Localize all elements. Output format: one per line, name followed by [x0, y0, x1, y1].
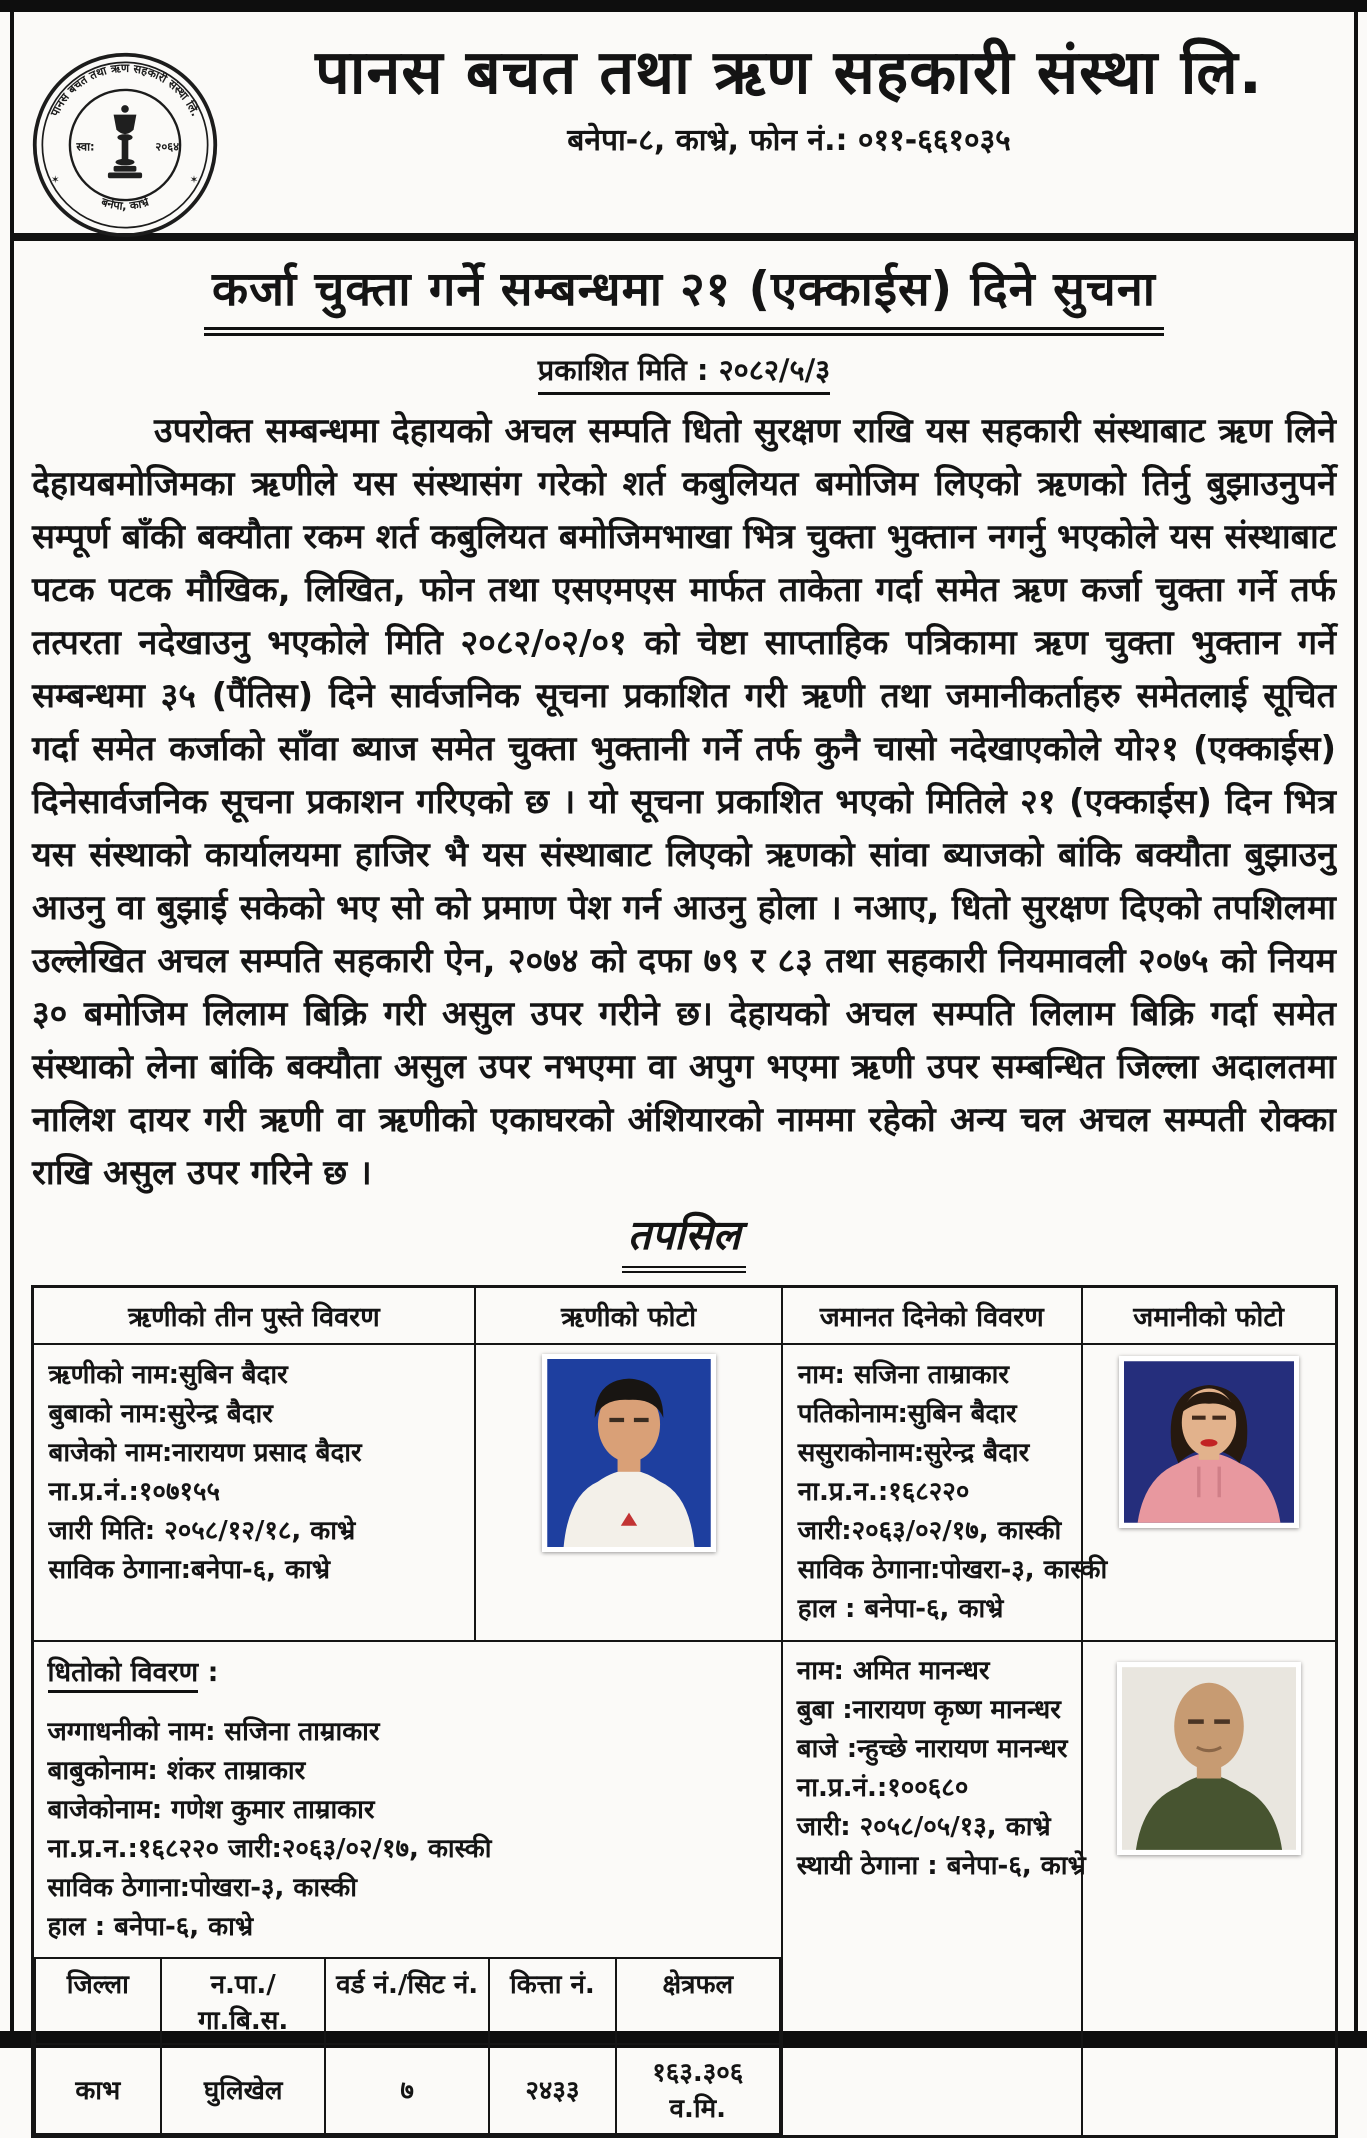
detail-line: पतिकोनाम:सुबिन बैदार: [797, 1399, 1017, 1429]
detail-line: साविक ठेगाना:पोखरा-३, कास्की: [47, 1873, 357, 1903]
land-table-header-row: [35, 1958, 780, 2044]
detail-line: बाबुकोनाम: शंकर ताम्राकार: [47, 1756, 306, 1786]
detail-line: ना.प्र.नं.:१०७१५५: [48, 1477, 221, 1507]
header-plot-no: कित्ता नं.: [489, 1958, 616, 2044]
detail-line: बाजे :न्हुच्छे नारायण मानन्धर: [796, 1734, 1068, 1764]
detail-line: ना.प्र.न.:१६८२२०: [797, 1477, 970, 1507]
detail-line: जारी:२०६३/०२/१७, कास्की: [797, 1516, 1062, 1546]
detail-line: हाल : बनेपा-६, काभ्रे: [47, 1912, 254, 1942]
detail-line: साविक ठेगाना:पोखरा-३, कास्की: [797, 1555, 1108, 1585]
seal-star-left-icon: ✶: [50, 174, 60, 186]
guarantor1-details-cell: [782, 1344, 1108, 1641]
detail-line: ना.प्र.नं.:१००६८०: [796, 1773, 969, 1803]
published-date-row: [14, 350, 1354, 395]
seal-estd-right: २०६४: [155, 139, 180, 154]
value-municipality: घुलिखेल: [161, 2044, 325, 2134]
header: [14, 12, 1354, 233]
detail-line: साविक ठेगाना:बनेपा-६, काभ्रे: [48, 1555, 331, 1585]
guarantor2-photo: [1117, 1662, 1301, 1855]
notice-title: कर्जा चुक्ता गर्ने सम्बन्धमा २१ (एक्काईस) दिने सुचना: [204, 255, 1164, 336]
value-area: १६३.३०६ व.मि.: [616, 2044, 780, 2134]
guarantor1-photo-cell: [1082, 1344, 1336, 1641]
notice-title-row: [14, 255, 1354, 336]
notice-body: उपरोक्त सम्बन्धमा देहायको अचल सम्पति धितो सुरक्षण राखि यस सहकारी संस्थाबाट ऋण लिने देहायबमोजिमका ऋणीले यस संस्थासंग गरेको शर्त कबुलियत बमोजिम लिएको ऋणको तिर्नु बुझाउनुपर्ने सम्पूर्ण बाँकी बक्यौता रकम शर्त कबुलियत बमोजिमभाखा भित्र चुक्ता भुक्तान नगर्नु भएकोले यस संस्थाबाट पटक पटक मौखिक, लिखित, फोन तथा एसएमएस मार्फत ताकेता गर्दा समेत ऋण कर्जा चुक्ता गर्ने तर्फ तत्परता नदेखाउनु भएकोले मिति २०८२/०२/०१ को चेष्टा साप्ताहिक पत्रिकामा ऋण चुक्ता भुक्तान गर्ने सम्बन्धमा ३५ (पैंतिस) दिने सार्वजनिक सूचना प्रकाशित गरी ऋणी तथा जमानीकर्ताहरु समेतलाई सूचित गर्दा समेत कर्जाको साँवा ब्याज समेत चुक्ता भुक्तानी गर्ने तर्फ कुनै चासो नदेखाएकोले यो२१ (एक्काईस) दिनेसार्वजनिक सूचना प्रकाशन गरिएको छ । यो सूचना प्रकाशित भएको मितिले २१ (एक्काईस) दिन भित्र यस संस्थाको कार्यालयमा हाजिर भै यस संस्थाबाट लिएको ऋणको सांवा ब्याजको बांकि बक्यौता बुझाउनु आउनु वा बुझाई सकेको भए सो को प्रमाण पेश गर्न आउनु होला । नआए, धितो सुरक्षण दिएको तपशिलमा उल्लेखित अचल सम्पति सहकारी ऐन, २०७४ को दफा ७९ र ८३ तथा सहकारी नियमावली २०७५ को नियम ३० बमोजिम लिलाम बिक्रि गरी असुल उपर गरीने छ। देहायको अचल सम्पति लिलाम बिक्रि गर्दा समेत संस्थाको लेना बांकि बक्यौता असुल उपर नभएमा वा अपुग भएमा ऋणी उपर सम्बन्धित जिल्ला अदालतमा नालिश दायर गरी ऋणी वा ऋणीको एकाघरको अंशियारको नाममा रहेको अन्य चल अचल सम्पती रोक्का राखि असुल उपर गरिने छ ।: [32, 411, 1336, 1193]
detail-line: नाम: अमित मानन्धर: [796, 1656, 990, 1686]
land-parcel-table: [34, 1957, 781, 2135]
detail-line: जारी मिति: २०५८/१२/१८, काभ्रे: [48, 1516, 356, 1546]
detail-line: बुबाको नाम:सुरेन्द्र बैदार: [48, 1399, 273, 1429]
svg-text:बनेपा, काभ्रे: [99, 194, 152, 213]
detail-line: बाजेकोनाम: गणेश कुमार ताम्राकार: [47, 1795, 375, 1825]
header-district: जिल्ला: [35, 1958, 162, 2044]
detail-line: ऋणीको नाम:सुबिन बैदार: [48, 1360, 288, 1390]
details-table-header-row: [32, 1287, 1336, 1345]
header-area: क्षेत्रफल: [616, 1958, 780, 2044]
page-border-top: [0, 0, 1367, 12]
detail-line: जग्गाधनीको नाम: सजिना ताम्राकार: [47, 1717, 380, 1747]
collateral-heading: धितोको विवरण :: [48, 1652, 767, 1689]
value-plot-no: २४३३: [489, 2044, 616, 2134]
guarantor2-photo-cell: [1082, 1641, 1336, 2137]
guarantor2-details-cell: [782, 1641, 1086, 2137]
borrower-details-cell: [32, 1344, 475, 1641]
table-row: [32, 1641, 1336, 2137]
table-row: [32, 1344, 1336, 1641]
detail-line: नाम: सजिना ताम्राकार: [797, 1360, 1009, 1390]
borrower-photo: [542, 1354, 716, 1552]
header-municipality: न.पा./गा.बि.स.: [161, 1958, 325, 2044]
header-ward: वर्ड नं./सिट नं.: [325, 1958, 489, 2044]
seal-estd-left: स्वा:: [76, 139, 95, 154]
detail-line: ना.प्र.न.:१६८२२० जारी:२०६३/०२/१७, कास्की: [47, 1834, 492, 1864]
value-district: काभ: [35, 2044, 162, 2134]
page-border-right: [1354, 12, 1358, 2031]
detail-line: जारी: २०५८/०५/१३, काभ्रे: [796, 1812, 1051, 1842]
header-borrower-photo: ऋणीको फोटो: [475, 1287, 781, 1345]
tapasil-heading-row: [14, 1206, 1354, 1273]
header-guarantor-photo: जमानीको फोटो: [1082, 1287, 1336, 1345]
seal-trophy-icon: [108, 105, 142, 178]
tapasil-heading: तपसिल: [622, 1206, 747, 1273]
guarantor1-photo: [1119, 1356, 1299, 1528]
detail-line: बाजेको नाम:नारायण प्रसाद बैदार: [48, 1438, 362, 1468]
detail-line: बुबा :नारायण कृष्ण मानन्धर: [796, 1695, 1061, 1725]
details-table: [31, 1285, 1338, 2138]
notice-page: [14, 12, 1354, 2124]
seal-ring-text: पानस बचत तथा ऋण सहकारी संस्था लि.: [47, 60, 203, 119]
published-date: प्रकाशित मिति : २०८२/५/३: [538, 350, 831, 395]
land-table-value-row: [35, 2044, 780, 2134]
header-borrower-details: ऋणीको तीन पुस्ते विवरण: [32, 1287, 475, 1345]
seal-star-right-icon: ✶: [189, 174, 199, 186]
detail-line: हाल : बनेपा-६, काभ्रे: [797, 1594, 1004, 1624]
value-ward: ७: [325, 2044, 489, 2134]
seal-bottom-text: बनेपा, काभ्रे: [99, 194, 151, 213]
header-guarantor-details: जमानत दिनेको विवरण: [782, 1287, 1082, 1345]
org-name: पानस बचत तथा ऋण सहकारी संस्था लि.: [315, 37, 1263, 108]
cooperative-seal-icon: [30, 50, 220, 240]
detail-line: स्थायी ठेगाना : बनेपा-६, काभ्रे: [796, 1851, 1086, 1881]
collateral-cell: [32, 1641, 782, 2137]
borrower-photo-cell: [475, 1344, 781, 1641]
detail-line: ससुराकोनाम:सुरेन्द्र बैदार: [797, 1438, 1030, 1468]
org-address: बनेपा-८, काभ्रे, फोन नं.: ०११-६६१०३५: [567, 123, 1011, 159]
